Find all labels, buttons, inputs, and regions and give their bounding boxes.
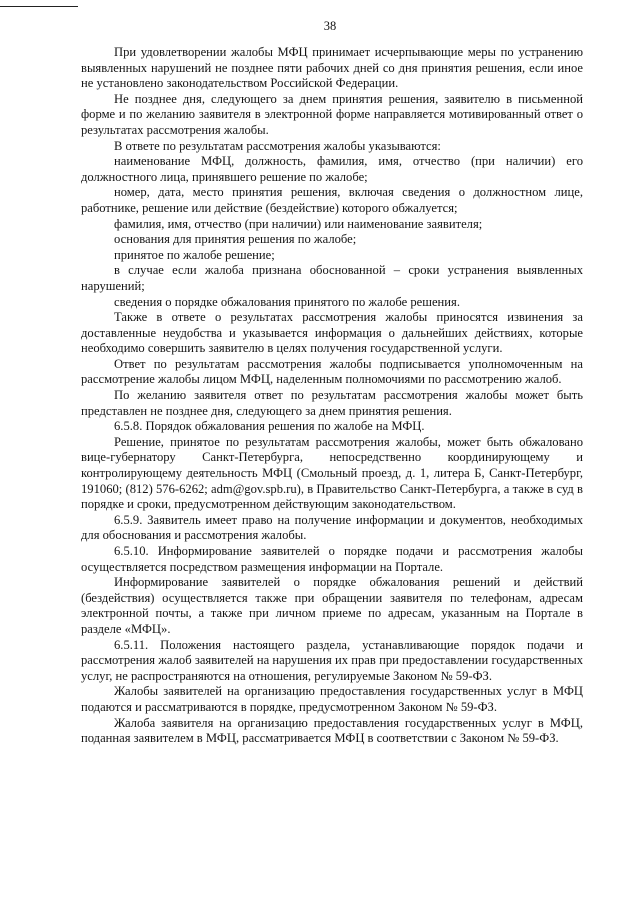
paragraph: 6.5.10. Информирование заявителей о порядке подачи и рассмотрения жалобы осуществляется посредством размещения информации на Портале.: [81, 544, 583, 574]
paragraph: В ответе по результатам рассмотрения жалобы указываются:: [114, 138, 441, 153]
paragraph: Жалобы заявителей на организацию предоставления государственных услуг в МФЦ подаются и рассматриваются в порядке, предусмотренном Законом № 59-ФЗ.: [81, 684, 583, 714]
paragraph: наименование МФЦ, должность, фамилия, имя, отчество (при наличии) его должностного лица, принявшего решение по жалобе;: [81, 154, 583, 184]
paragraph: номер, дата, место принятия решения, включая сведения о должностном лице, работнике, решение или действие (бездействие) которого обжалуется;: [81, 185, 583, 215]
section-heading: 6.5.8. Порядок обжалования решения по жалобе на МФЦ.: [114, 419, 425, 434]
paragraph: По желанию заявителя ответ по результатам рассмотрения жалобы может быть представлен не позднее дня, следующего за днем принятия решения.: [81, 388, 583, 418]
paragraph: в случае если жалоба признана обоснованной – сроки устранения выявленных нарушений;: [81, 263, 583, 293]
paragraph: Информирование заявителей о порядке обжалования решений и действий (бездействия) осуществляется также при обращении заявителя по телефонам, адресам электронной почты, а также при личном приеме по адресам, указанным на Портале в разделе «МФЦ».: [81, 575, 583, 636]
paragraph: фамилия, имя, отчество (при наличии) или наименование заявителя;: [114, 216, 483, 231]
paragraph: сведения о порядке обжалования принятого по жалобе решения.: [114, 294, 460, 309]
paragraph: 6.5.9. Заявитель имеет право на получение информации и документов, необходимых для обоснования и рассмотрения жалобы.: [81, 512, 583, 543]
paragraph: При удовлетворении жалобы МФЦ принимает исчерпывающие меры по устранению выявленных нарушений не позднее пяти рабочих дней со дня принятия решения, если иное не установлено законодательством Российской Федерации.: [81, 45, 583, 91]
paragraph: Решение, принятое по результатам рассмотрения жалобы, может быть обжаловано вице-губернатору Санкт-Петербурга, непосредственно координирующему и контролирующему деятельность МФЦ (Смольный проезд, д. 1, литера Б, Санкт-Петербург, 191060; (812) 576-6262; adm@gov.spb.ru), в Правительство Санкт-Петербурга, а также в суд в порядке и сроки, предусмотренном действующим законодательством.: [81, 434, 583, 512]
paragraph: принятое по жалобе решение;: [114, 247, 275, 262]
paragraph: Жалоба заявителя на организацию предоставления государственных услуг в МФЦ, поданная заявителем в МФЦ, рассматривается МФЦ в соответствии с Законом № 59-ФЗ.: [81, 715, 583, 746]
paragraph: Ответ по результатам рассмотрения жалобы подписывается уполномоченным на рассмотрение жалобы лицом МФЦ, наделенным полномочиями по рассмотрению жалоб.: [81, 356, 583, 387]
scan-edge-line: [0, 6, 78, 7]
paragraph: Не позднее дня, следующего за днем принятия решения, заявителю в письменной форме и по желанию заявителя в электронной форме направляется мотивированный ответ о результатах рассмотрения жалобы.: [81, 91, 583, 137]
page-number: 38: [323, 19, 337, 33]
document-body: [81, 45, 583, 747]
paragraph: Также в ответе о результатах рассмотрения жалобы приносятся извинения за доставленные неудобства и указывается информация о дальнейших действиях, которые необходимо совершить заявителю в целях получения государственной услуги.: [81, 310, 583, 356]
paragraph: 6.5.11. Положения настоящего раздела, устанавливающие порядок подачи и рассмотрения жалоб заявителей на нарушения их прав при предоставлении государственных услуг, не распространяются на отношения, регулируемые Законом № 59-ФЗ.: [81, 637, 583, 683]
paragraph: основания для принятия решения по жалобе;: [114, 232, 357, 247]
